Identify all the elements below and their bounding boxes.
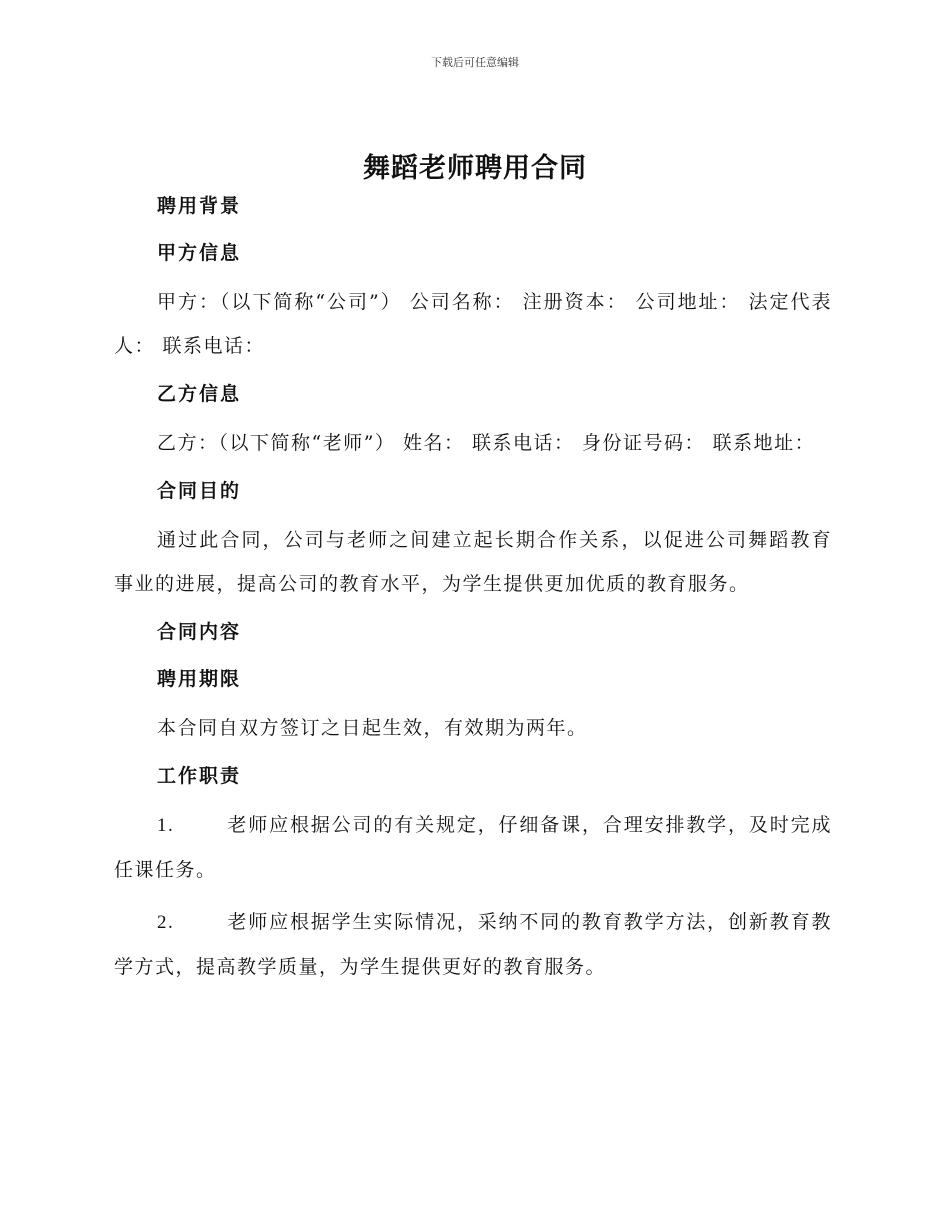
heading-party-b-info: 乙方信息	[157, 383, 242, 405]
document-body	[114, 188, 832, 989]
heading-contract-content: 合同内容	[157, 621, 242, 643]
heading-hiring-background: 聘用背景	[157, 195, 242, 217]
duty-text: 老师应根据公司的有关规定，仔细备课，合理安排教学，及时完成任课任务。	[114, 814, 832, 881]
duty-number: 2.	[157, 912, 175, 933]
paragraph-hiring-term: 本合同自双方签订之日起生效，有效期为两年。	[157, 717, 588, 739]
document-title: 舞蹈老师聘用合同	[363, 153, 587, 184]
paragraph-party-b: 乙方：（以下简称“老师”） 姓名： 联系电话： 身份证号码： 联系地址：	[157, 432, 816, 454]
paragraph-party-a: 甲方：（以下简称“公司”） 公司名称： 注册资本： 公司地址： 法定代表人： 联系电话：	[114, 291, 832, 357]
duty-item-1	[114, 803, 832, 892]
duty-number: 1.	[157, 815, 175, 836]
heading-contract-purpose: 合同目的	[157, 480, 242, 502]
heading-party-a-info: 甲方信息	[157, 242, 242, 264]
heading-job-duties: 工作职责	[157, 765, 242, 787]
heading-hiring-term: 聘用期限	[157, 668, 242, 690]
paragraph-contract-purpose: 通过此合同，公司与老师之间建立起长期合作关系，以促进公司舞蹈教育事业的进展，提高公司的教育水平，为学生提供更加优质的教育服务。	[114, 529, 832, 595]
duty-item-2	[114, 900, 832, 989]
header-note: 下载后可任意编辑	[431, 56, 519, 69]
duty-text: 老师应根据学生实际情况，采纳不同的教育教学方法，创新教育教学方式，提高教学质量，为学生提供更好的教育服务。	[114, 911, 832, 978]
